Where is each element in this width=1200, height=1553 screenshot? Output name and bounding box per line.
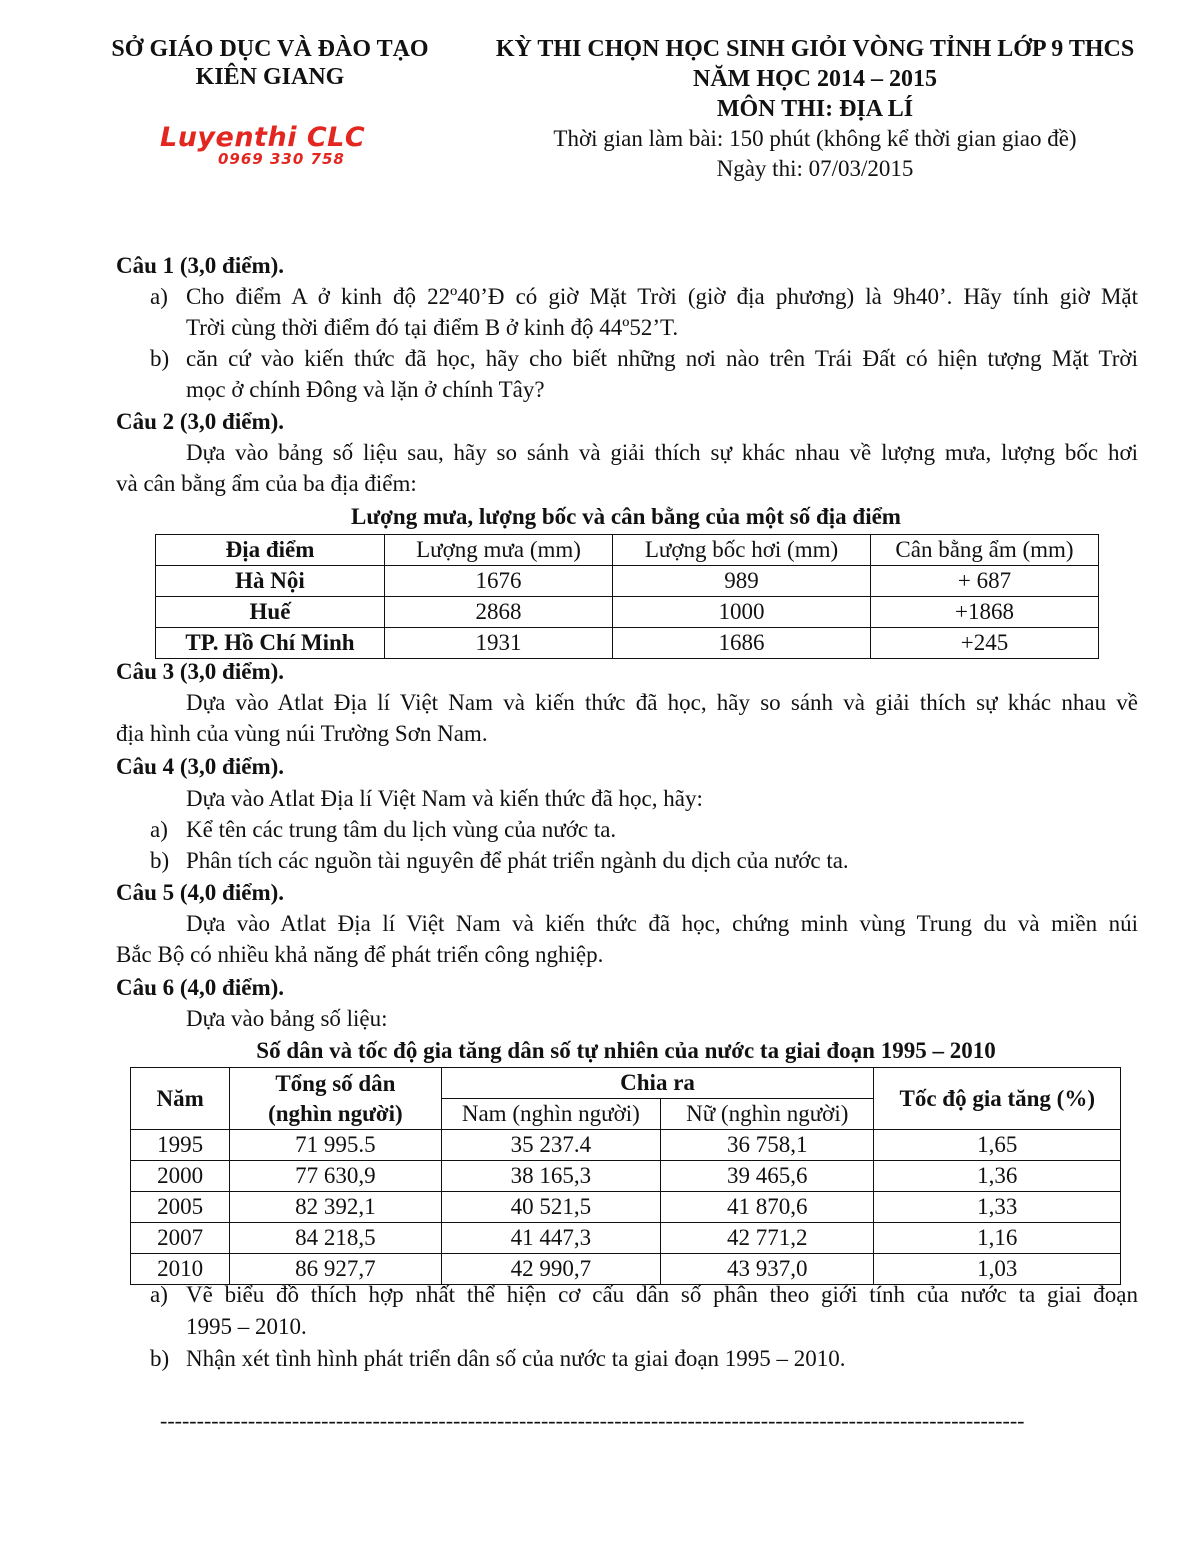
table-cell: 43 937,0 — [661, 1254, 874, 1285]
q6-table-title: Số dân và tốc độ gia tăng dân số tự nhiên của nước ta giai đoạn 1995 – 2010 — [256, 1038, 996, 1063]
table-cell: 2010 — [131, 1254, 230, 1285]
table-cell: 1686 — [613, 628, 871, 659]
q4-a-label: a) — [150, 817, 168, 842]
table-row — [131, 1161, 1121, 1192]
q6-b-text: Nhận xét tình hình phát triển dân số của nước ta giai đoạn 1995 – 2010. — [186, 1346, 846, 1371]
subject: MÔN THI: ĐỊA LÍ — [716, 96, 914, 122]
department-name: SỞ GIÁO DỤC VÀ ĐÀO TẠO — [111, 36, 429, 62]
table-cell: 2005 — [131, 1192, 230, 1223]
table-row — [156, 597, 1099, 628]
exam-title: KỲ THI CHỌN HỌC SINH GIỎI VÒNG TỈNH LỚP 9 THCS — [495, 36, 1135, 62]
table-row — [156, 566, 1099, 597]
header-total-line2: (nghìn người) — [268, 1100, 403, 1126]
q3-title: Câu 3 (3,0 điểm). — [116, 659, 285, 684]
header-cell-total — [230, 1068, 441, 1130]
q2-line1: Dựa vào bảng số liệu sau, hãy so sánh và giải thích sự khác nhau về lượng mưa, lượng bốc hơi — [186, 440, 1138, 465]
table-cell: 1,36 — [874, 1161, 1121, 1192]
header-cell: Lượng mưa (mm) — [385, 535, 613, 566]
q1-b-line2: mọc ở chính Đông và lặn ở chính Tây? — [186, 377, 545, 402]
table-cell: 77 630,9 — [230, 1161, 441, 1192]
table-cell: 38 165,3 — [441, 1161, 660, 1192]
q2-table — [155, 534, 1099, 659]
table-cell: 40 521,5 — [441, 1192, 660, 1223]
time-limit: Thời gian làm bài: 150 phút (không kể thời gian giao đề) — [553, 126, 1077, 151]
q6-a-line2: 1995 – 2010. — [186, 1314, 307, 1339]
exam-date: Ngày thi: 07/03/2015 — [716, 156, 914, 181]
table-cell: 2007 — [131, 1223, 230, 1254]
table-header-row — [131, 1068, 1121, 1099]
table-cell: TP. Hồ Chí Minh — [156, 628, 385, 659]
table-cell: +1868 — [871, 597, 1099, 628]
table-header-row — [156, 535, 1099, 566]
header-cell-female: Nữ (nghìn người) — [661, 1099, 874, 1130]
q2-title: Câu 2 (3,0 điểm). — [116, 409, 285, 434]
header-cell: Cân bằng ẩm (mm) — [871, 535, 1099, 566]
table-row — [131, 1130, 1121, 1161]
table-cell: 86 927,7 — [230, 1254, 441, 1285]
q1-a-line2: Trời cùng thời điểm đó tại điểm B ở kinh độ 44º52’T. — [186, 315, 679, 340]
table-cell: 71 995.5 — [230, 1130, 441, 1161]
header-cell: Lượng bốc hơi (mm) — [613, 535, 871, 566]
header-cell-male: Nam (nghìn người) — [441, 1099, 660, 1130]
table-cell: 41 447,3 — [441, 1223, 660, 1254]
province-name: KIÊN GIANG — [195, 64, 345, 90]
q2-line2: và cân bằng ẩm của ba địa điểm: — [116, 471, 417, 496]
table-cell: 1000 — [613, 597, 871, 628]
q4-a-text: Kể tên các trung tâm du lịch vùng của nước ta. — [186, 817, 617, 842]
q1-a-line1: Cho điểm A ở kinh độ 22º40’Đ có giờ Mặt Trời (giờ địa phương) là 9h40’. Hãy tính giờ Mặt — [186, 284, 1138, 309]
q3-line2: địa hình của vùng núi Trường Sơn Nam. — [116, 721, 488, 746]
table-cell: 84 218,5 — [230, 1223, 441, 1254]
q2-table-title: Lượng mưa, lượng bốc và cân bằng của một số địa điểm — [351, 504, 901, 529]
q1-b-label: b) — [150, 346, 170, 371]
table-cell: +245 — [871, 628, 1099, 659]
q6-a-line1: Vẽ biểu đồ thích hợp nhất thể hiện cơ cấu dân số phân theo giới tính của nước ta giai đoạn — [186, 1282, 1138, 1307]
table-cell: 1931 — [385, 628, 613, 659]
q5-line2: Bắc Bộ có nhiều khả năng để phát triển công nghiệp. — [116, 942, 604, 967]
table-row — [131, 1254, 1121, 1285]
table-cell: 42 990,7 — [441, 1254, 660, 1285]
q1-title: Câu 1 (3,0 điểm). — [116, 253, 285, 278]
table-cell: 39 465,6 — [661, 1161, 874, 1192]
school-year: NĂM HỌC 2014 – 2015 — [693, 66, 937, 92]
end-divider: ---------------------------------------------------------------------------------------------------------------------- — [160, 1408, 1025, 1433]
table-cell: 35 237.4 — [441, 1130, 660, 1161]
table-cell: 82 392,1 — [230, 1192, 441, 1223]
q1-a-label: a) — [150, 284, 168, 309]
q6-table — [130, 1067, 1121, 1285]
table-cell: 2868 — [385, 597, 613, 628]
logo-phone: 0969 330 758 — [218, 150, 345, 168]
header-cell-year: Năm — [131, 1068, 230, 1130]
q4-b-text: Phân tích các nguồn tài nguyên để phát triển ngành du dịch của nước ta. — [186, 848, 849, 873]
header-cell-rate: Tốc độ gia tăng (%) — [874, 1068, 1121, 1130]
q5-title: Câu 5 (4,0 điểm). — [116, 880, 285, 905]
q6-title: Câu 6 (4,0 điểm). — [116, 975, 285, 1000]
q4-b-label: b) — [150, 848, 170, 873]
table-cell: 41 870,6 — [661, 1192, 874, 1223]
table-cell: Hà Nội — [156, 566, 385, 597]
q4-line1: Dựa vào Atlat Địa lí Việt Nam và kiến thức đã học, hãy: — [186, 786, 703, 811]
table-row — [156, 628, 1099, 659]
table-cell: 36 758,1 — [661, 1130, 874, 1161]
table-cell: 1676 — [385, 566, 613, 597]
q3-line1: Dựa vào Atlat Địa lí Việt Nam và kiến thức đã học, hãy so sánh và giải thích sự khác nhau về — [186, 690, 1138, 715]
table-cell: 2000 — [131, 1161, 230, 1192]
header-cell: Địa điểm — [156, 535, 385, 566]
table-cell: 42 771,2 — [661, 1223, 874, 1254]
table-cell: 1,33 — [874, 1192, 1121, 1223]
table-cell: 1,65 — [874, 1130, 1121, 1161]
logo-text: Luyenthi CLC — [160, 122, 366, 153]
table-row — [131, 1192, 1121, 1223]
header-total-line1: Tổng số dân — [275, 1070, 396, 1096]
table-cell: 989 — [613, 566, 871, 597]
q6-b-label: b) — [150, 1346, 170, 1371]
q5-line1: Dựa vào Atlat Địa lí Việt Nam và kiến thức đã học, chứng minh vùng Trung du và miền núi — [186, 911, 1138, 936]
q4-title: Câu 4 (3,0 điểm). — [116, 754, 285, 779]
table-row — [131, 1223, 1121, 1254]
q6-a-label: a) — [150, 1282, 168, 1307]
q1-b-line1: căn cứ vào kiến thức đã học, hãy cho biết những nơi nào trên Trái Đất có hiện tượng Mặt Trời — [186, 346, 1138, 371]
table-cell: 1,03 — [874, 1254, 1121, 1285]
q6-line1: Dựa vào bảng số liệu: — [186, 1006, 388, 1031]
table-cell: 1995 — [131, 1130, 230, 1161]
table-cell: 1,16 — [874, 1223, 1121, 1254]
header-cell-split: Chia ra — [441, 1068, 874, 1099]
table-cell: + 687 — [871, 566, 1099, 597]
table-cell: Huế — [156, 597, 385, 628]
